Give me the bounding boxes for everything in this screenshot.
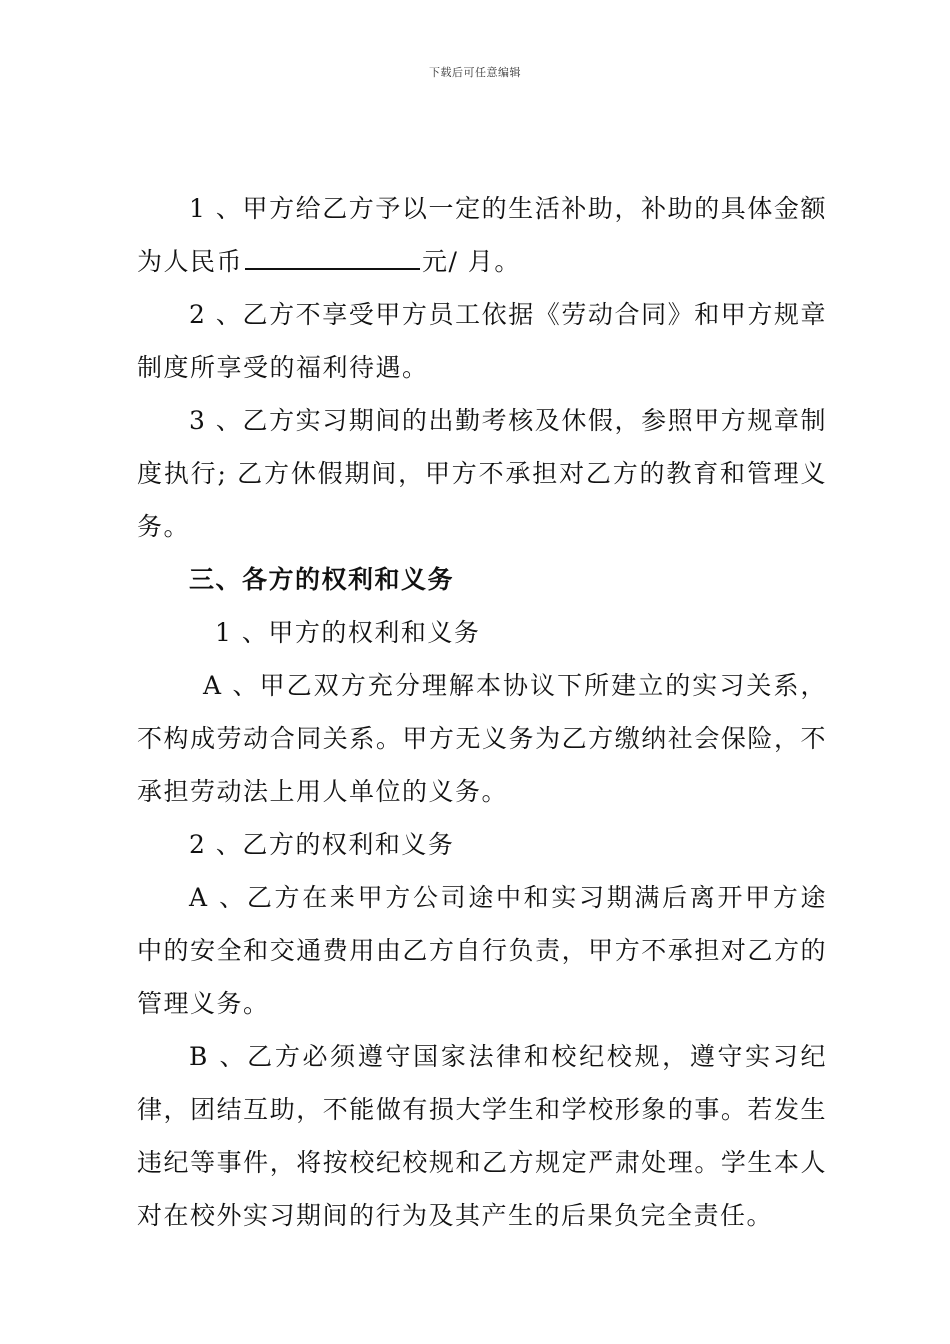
page-header: 下载后可任意编辑 xyxy=(429,66,521,79)
section-3-1-title: 1 、甲方的权利和义务 xyxy=(215,618,481,647)
section-3-2-title: 2 、乙方的权利和义务 xyxy=(189,830,455,859)
section-3-2-clause-b: B 、乙方必须遵守国家法律和校纪校规，遵守实习纪律，团结互助，不能做有损大学生和学校形象的事。若发生违纪等事件，将按校纪校规和乙方规定严肃处理。学生本人对在校外实习期间的行为及其产生的后果负完全责任。 xyxy=(137,1042,827,1230)
section-3-title: 三、各方的权利和义务 xyxy=(189,565,455,594)
clause-1-living-allowance xyxy=(137,182,827,288)
document-body xyxy=(137,182,827,1242)
clause-1-text: 1 、甲方给乙方予以一定的生活补助，补助的具体金额为人民币 xyxy=(137,194,827,276)
clause-3-attendance: 3 、乙方实习期间的出勤考核及休假，参照甲方规章制度执行; 乙方休假期间，甲方不承担对乙方的教育和管理义务。 xyxy=(137,406,827,541)
section-3-2-clause-a: A 、乙方在来甲方公司途中和实习期满后离开甲方途中的安全和交通费用由乙方自行负责，甲方不承担对乙方的管理义务。 xyxy=(137,883,827,1018)
clause-1-unit: 元/ 月。 xyxy=(422,247,521,276)
section-3-1-clause-a: A 、甲乙双方充分理解本协议下所建立的实习关系，不构成劳动合同关系。甲方无义务为乙方缴纳社会保险，不承担劳动法上用人单位的义务。 xyxy=(137,671,827,806)
amount-blank xyxy=(245,246,420,270)
clause-2-benefits: 2 、乙方不享受甲方员工依据《劳动合同》和甲方规章制度所享受的福利待遇。 xyxy=(137,300,827,382)
